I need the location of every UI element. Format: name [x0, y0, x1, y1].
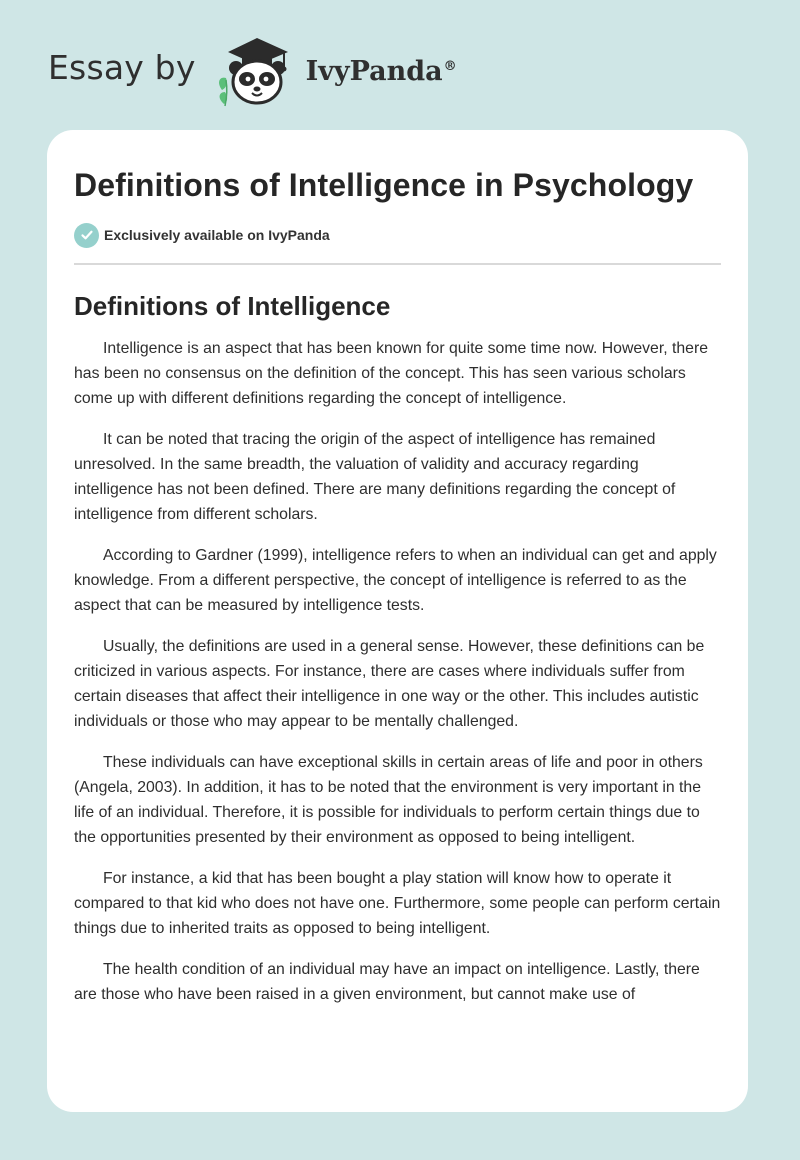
paragraph: Intelligence is an aspect that has been known for quite some time now. However, there has been no consensus on the definition of the concept. This has seen various scholars come up with different definitions regarding the concept of intelligence.	[74, 340, 709, 407]
check-circle-icon	[74, 223, 99, 248]
badge-label: Exclusively available on IvyPanda	[104, 227, 330, 243]
essay-card	[47, 130, 748, 1112]
exclusive-badge	[74, 222, 721, 248]
site-brand[interactable]	[48, 30, 457, 110]
registered-mark: ®	[443, 58, 457, 74]
section-heading: Definitions of Intelligence	[74, 291, 391, 321]
paragraph: Usually, the definitions are used in a general sense. However, these definitions can be criticized in various aspects. For instance, there are cases where individuals suffer from certain diseases that affect their intelligence in one way or the other. This includes autistic individuals or those who may appear to be mentally challenged.	[74, 638, 705, 730]
essay-content	[47, 166, 748, 1007]
panda-graduate-logo-icon	[214, 30, 300, 110]
paragraph: The health condition of an individual may have an impact on intelligence. Lastly, there are those who have been raised in a given environment, but cannot make use of	[74, 961, 700, 1003]
paragraph: It can be noted that tracing the origin of the aspect of intelligence has remained unresolved. In the same breadth, the valuation of validity and accuracy regarding intelligence has not been defined. There are many definitions regarding the concept of intelligence from different scholars.	[74, 431, 676, 523]
paragraph: These individuals can have exceptional skills in certain areas of life and poor in others (Angela, 2003). In addition, it has to be noted that the environment is very important in the life of an individual. Therefore, it is possible for individuals to perform certain things due to the opportunities presented by their environment as opposed to being intelligent.	[74, 754, 703, 846]
paragraph: For instance, a kid that has been bought a play station will know how to operate it compared to that kid who does not have one. Furthermore, some people can perform certain things due to inherited traits as opposed to being intelligent.	[74, 870, 721, 937]
divider	[74, 263, 721, 265]
paragraph: According to Gardner (1999), intelligence refers to when an individual can get and apply knowledge. From a different perspective, the concept of intelligence is referred to as the aspect that can be measured by intelligence tests.	[74, 547, 717, 614]
article-body	[74, 336, 721, 1007]
page-title: Definitions of Intelligence in Psychology	[74, 167, 694, 203]
brand-prefix: Essay by	[48, 47, 196, 87]
brand-name	[306, 56, 457, 87]
brand-name-text: IvyPanda	[305, 55, 443, 87]
